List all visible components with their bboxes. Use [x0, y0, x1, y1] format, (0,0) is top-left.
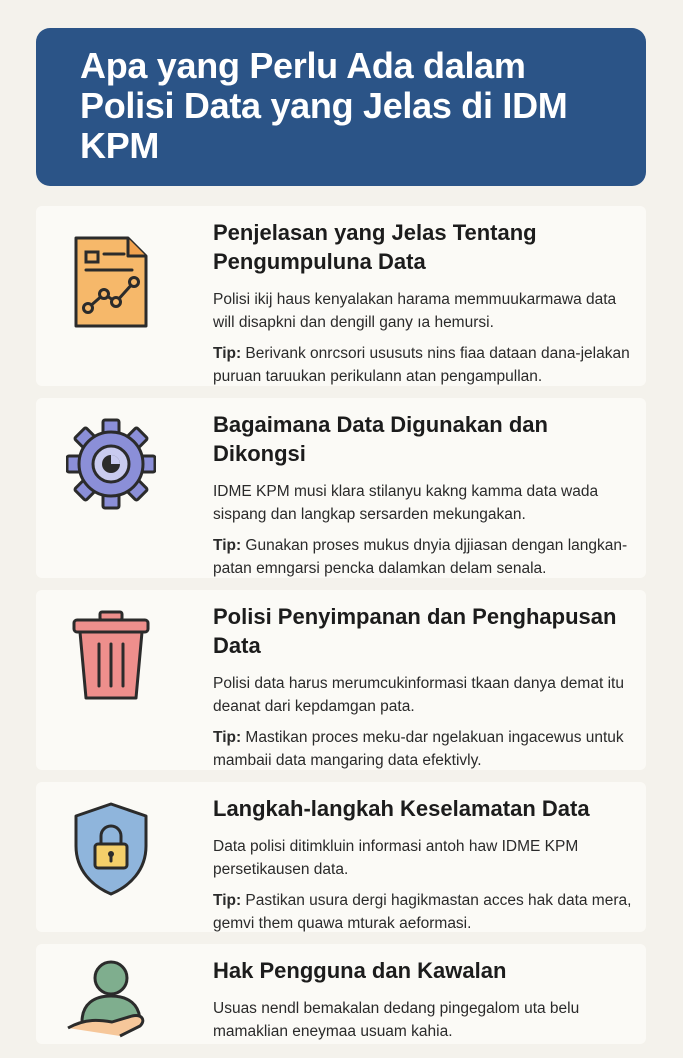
tip-text: Berivank onrcsori ususuts nins fiaa dataan dana-jelakan puruan taruukan perikulann atan pengampullan. [213, 345, 630, 385]
section-card-user-rights [36, 944, 646, 1044]
gear-icon [66, 414, 156, 514]
shield-lock-icon [66, 798, 156, 898]
section-description: IDME KPM musi klara stilanyu kakng kamma data wada sispang dan langkap sersarden mekungakan. [213, 483, 599, 523]
section-card-data-retention [36, 590, 646, 770]
section-description: Usuas nendl bemakalan dedang pingegalom uta belu mamaklian eneymaa usuam kahia. [213, 1000, 580, 1040]
section-body [213, 956, 632, 1051]
section-description: Polisi ikij haus kenyalakan harama memmuukarmawa data will disapkni dan dengill gany ıa hemursi. [213, 291, 617, 331]
section-card-data-collection [36, 206, 646, 386]
tip-label: Tip: [213, 892, 242, 909]
section-tip [213, 342, 632, 388]
tip-label: Tip: [213, 345, 242, 362]
tip-text: Pastikan usura dergi hagikmastan acces hak data mera, gemvi them quawa mturak aeformasi. [213, 892, 632, 932]
section-title: Langkah-langkah Keselamatan Data [213, 796, 590, 821]
tip-text: Gunakan proses mukus dnyia djjiasan dengan langkan-patan emngarsi pencka dalamkan delam senala. [213, 537, 628, 577]
tip-label: Tip: [213, 537, 242, 554]
section-body [213, 410, 632, 588]
section-tip [213, 534, 632, 580]
section-tip [213, 889, 632, 935]
document-chart-icon [66, 232, 156, 332]
page-title: Apa yang Perlu Ada dalam Polisi Data yang Jelas di IDM KPM [80, 45, 568, 166]
section-body [213, 218, 632, 396]
header-banner [36, 28, 646, 186]
section-tip [213, 726, 632, 772]
section-title: Penjelasan yang Jelas Tentang Pengumpuluna Data [213, 220, 537, 274]
section-title: Polisi Penyimpanan dan Penghapusan Data [213, 604, 617, 658]
tip-label: Tip: [213, 729, 242, 746]
user-hand-icon [66, 958, 156, 1058]
section-title: Hak Pengguna dan Kawalan [213, 958, 507, 983]
section-description: Data polisi ditimkluin informasi antoh haw IDME KPM persetikausen data. [213, 838, 579, 878]
section-card-data-usage [36, 398, 646, 578]
section-body [213, 794, 632, 943]
tip-text: Mastikan proces meku-dar ngelakuan ingacewus untuk mambaii data mangaring data efektivly. [213, 729, 624, 769]
trash-icon [66, 606, 156, 706]
section-body [213, 602, 632, 780]
section-description: Polisi data harus merumcukinformasi tkaan danya demat itu deanat dari kepdamgan pata. [213, 675, 624, 715]
section-card-data-security [36, 782, 646, 932]
section-title: Bagaimana Data Digunakan dan Dikongsi [213, 412, 548, 466]
